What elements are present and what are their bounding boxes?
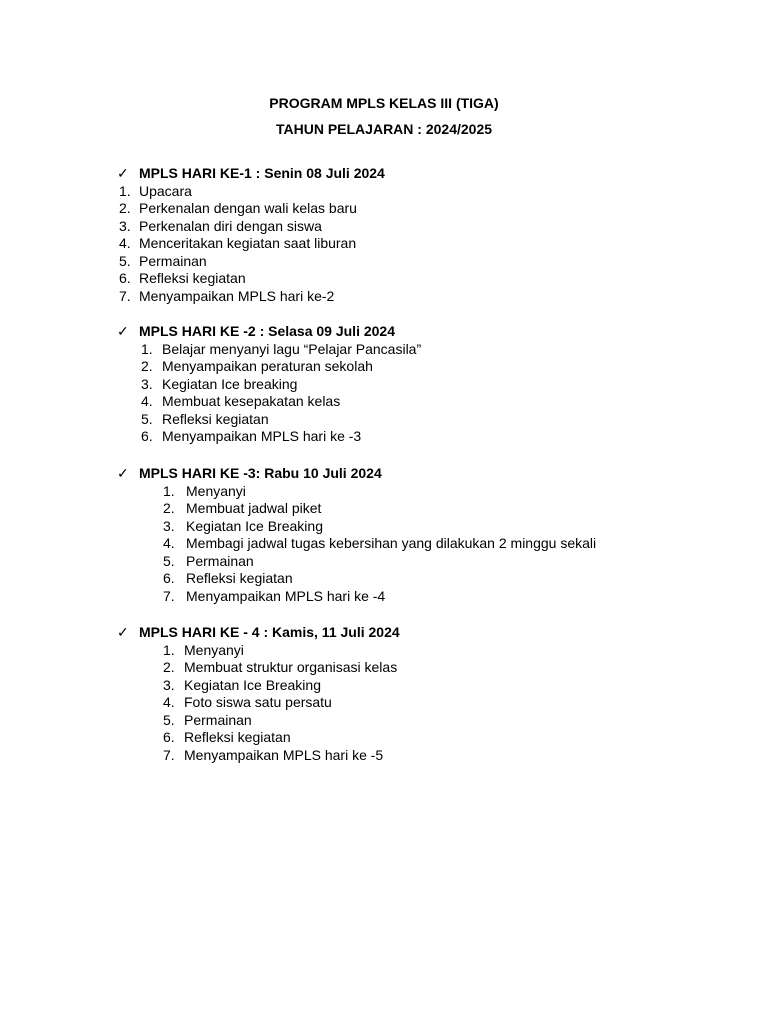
item-number: 3. [119, 217, 131, 234]
item-text: Permainan [186, 552, 254, 569]
day-section-2 [117, 323, 737, 446]
item-number: 1. [141, 340, 153, 357]
item-text: Menyampaikan peraturan sekolah [162, 358, 373, 374]
item-text: Perkenalan diri dengan siswa [139, 217, 322, 234]
list-item [141, 376, 737, 394]
list-item [119, 288, 737, 306]
list-item [163, 659, 737, 677]
item-number: 4. [141, 393, 153, 409]
item-text: Menyampaikan MPLS hari ke -4 [186, 587, 386, 604]
item-number: 7. [119, 287, 131, 304]
item-number: 3. [163, 517, 175, 534]
item-number: 3. [163, 676, 175, 693]
list-item [119, 270, 737, 288]
checkmark-icon: ✓ [117, 165, 129, 181]
item-text: Kegiatan Ice Breaking [184, 676, 321, 693]
item-number: 5. [119, 252, 131, 269]
item-text: Refleksi kegiatan [186, 570, 293, 586]
activity-list [117, 183, 737, 306]
list-item [163, 518, 737, 536]
list-item [163, 588, 737, 606]
section-heading-text: MPLS HARI KE -3: Rabu 10 Juli 2024 [139, 465, 382, 481]
checkmark-icon: ✓ [117, 323, 129, 339]
item-number: 2. [163, 659, 175, 675]
item-number: 4. [119, 235, 131, 251]
item-text: Menyanyi [186, 482, 246, 499]
item-number: 3. [141, 375, 153, 392]
list-item [141, 393, 737, 411]
item-number: 6. [163, 570, 175, 586]
list-item [163, 712, 737, 730]
day-section-4 [117, 624, 737, 764]
section-heading [117, 465, 737, 483]
item-text: Menyanyi [184, 641, 244, 658]
list-item [163, 642, 737, 660]
list-item [119, 253, 737, 271]
item-text: Refleksi kegiatan [162, 410, 269, 427]
section-heading [117, 323, 737, 341]
item-number: 1. [163, 482, 175, 499]
list-item [163, 535, 737, 553]
list-item [163, 677, 737, 695]
list-item [163, 570, 737, 588]
item-text: Menyampaikan MPLS hari ke -5 [184, 746, 384, 763]
item-number: 6. [119, 270, 131, 286]
item-number: 7. [163, 587, 175, 604]
item-text: Kegiatan Ice Breaking [186, 517, 323, 534]
item-number: 7. [163, 746, 175, 763]
day-section-3 [117, 465, 737, 605]
item-text: Menyampaikan MPLS hari ke-2 [139, 287, 335, 304]
list-item [163, 483, 737, 501]
item-text: Refleksi kegiatan [139, 270, 246, 286]
item-text: Belajar menyanyi lagu “Pelajar Pancasila” [162, 340, 422, 357]
activity-list [117, 642, 737, 765]
item-text: Upacara [139, 182, 192, 199]
item-number: 5. [163, 552, 175, 569]
list-item [141, 341, 737, 359]
checkmark-icon: ✓ [117, 465, 129, 481]
list-item [141, 411, 737, 429]
item-text: Foto siswa satu persatu [184, 694, 332, 710]
activity-list [117, 341, 737, 446]
item-text: Perkenalan dengan wali kelas baru [139, 200, 357, 216]
item-number: 6. [141, 428, 153, 444]
section-heading-text: MPLS HARI KE - 4 : Kamis, 11 Juli 2024 [139, 624, 400, 640]
list-item [119, 200, 737, 218]
item-text: Menyampaikan MPLS hari ke -3 [162, 428, 362, 444]
section-heading [117, 165, 737, 183]
section-heading [117, 624, 737, 642]
list-item [163, 747, 737, 765]
item-text: Membuat kesepakatan kelas [162, 393, 341, 409]
list-item [163, 694, 737, 712]
item-text: Membuat jadwal piket [186, 500, 322, 516]
list-item [119, 218, 737, 236]
list-item [141, 428, 737, 446]
item-number: 2. [119, 200, 131, 216]
list-item [119, 235, 737, 253]
item-text: Refleksi kegiatan [184, 729, 291, 745]
item-text: Kegiatan Ice breaking [162, 375, 298, 392]
item-text: Membuat struktur organisasi kelas [184, 659, 398, 675]
day-section-1 [117, 165, 737, 305]
item-text: Permainan [139, 252, 207, 269]
list-item [163, 729, 737, 747]
item-text: Menceritakan kegiatan saat liburan [139, 235, 357, 251]
item-number: 4. [163, 694, 175, 710]
item-number: 2. [141, 358, 153, 374]
item-number: 5. [141, 410, 153, 427]
document-subtitle: TAHUN PELAJARAN : 2024/2025 [275, 121, 493, 137]
item-number: 1. [119, 182, 131, 199]
item-number: 6. [163, 729, 175, 745]
activity-list [117, 483, 737, 606]
document-title: PROGRAM MPLS KELAS III (TIGA) [269, 95, 499, 111]
list-item [141, 358, 737, 376]
item-number: 1. [163, 641, 175, 658]
item-number: 4. [163, 535, 175, 551]
list-item [163, 500, 737, 518]
section-heading-text: MPLS HARI KE-1 : Senin 08 Juli 2024 [139, 165, 385, 181]
section-heading-text: MPLS HARI KE -2 : Selasa 09 Juli 2024 [139, 323, 395, 339]
item-text: Membagi jadwal tugas kebersihan yang dilakukan 2 minggu sekali [186, 535, 597, 551]
item-number: 2. [163, 500, 175, 516]
list-item [163, 553, 737, 571]
checkmark-icon: ✓ [117, 624, 129, 640]
item-number: 5. [163, 711, 175, 728]
item-text: Permainan [184, 711, 252, 728]
list-item [119, 183, 737, 201]
